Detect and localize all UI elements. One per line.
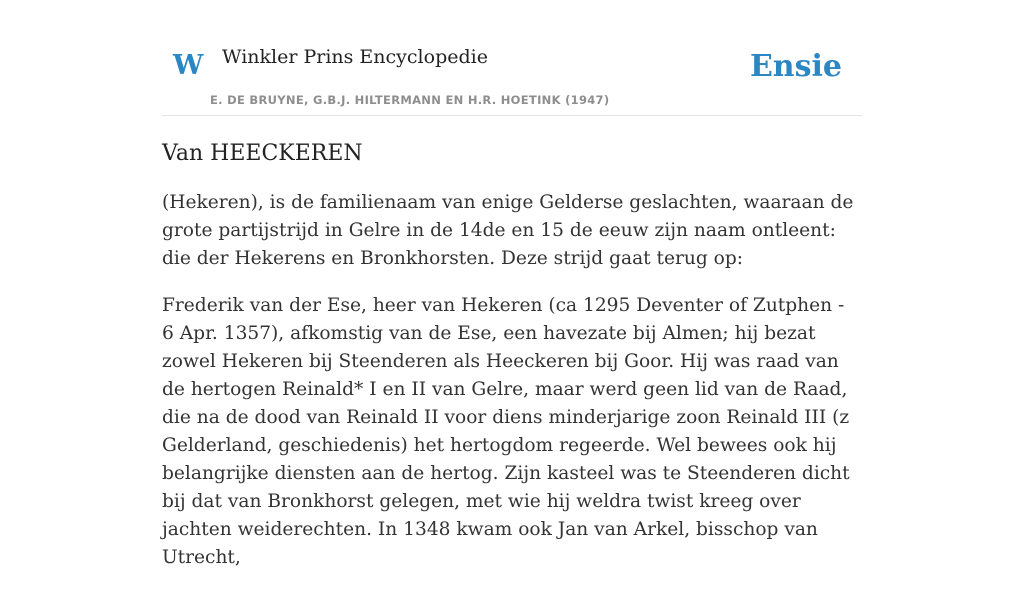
source-title[interactable]: Winkler Prins Encyclopedie xyxy=(222,46,488,68)
article-paragraph-2: Frederik van der Ese, heer van Hekeren (ca 1295 Deventer of Zutphen - 6 Apr. 1357), afkomstig van de Ese, een havezate bij Almen; hij bezat zowel Hekeren bij Steenderen als Heeckeren bij Goor. Hij was raad van de hertogen Reinald* I en II van Gelre, maar werd geen lid van de Raad, die na de dood van Reinald II voor diens minderjarige zoon Reinald III (z Gelderland, geschiedenis) het hertogdom regeerde. Wel bewees ook hij belangrijke diensten aan de hertog. Zijn kasteel was te Steenderen dicht bij dat van Bronkhorst gelegen, met wie hij weldra twist kreeg over jachten weiderechten. In 1348 kwam ook Jan van Arkel, bisschop van Utrecht, xyxy=(162,295,850,568)
article-title: Van HEECKEREN xyxy=(162,141,363,166)
article-paragraph-1: (Hekeren), is de familienaam van enige Gelderse geslachten, waaraan de grote partijstrijd in Gelre in de 14de en 15 de eeuw zijn naam ontleent: die der Hekerens en Bronkhorsten. Deze strijd gaat terug op: xyxy=(162,192,854,269)
site-header xyxy=(162,0,862,116)
winkler-prins-logo[interactable]: W xyxy=(173,50,204,81)
article xyxy=(162,138,862,591)
source-authors: E. DE BRUYNE, G.B.J. HILTERMANN EN H.R. HOETINK (1947) xyxy=(210,93,610,107)
ensie-logo[interactable]: Ensie xyxy=(749,49,842,84)
